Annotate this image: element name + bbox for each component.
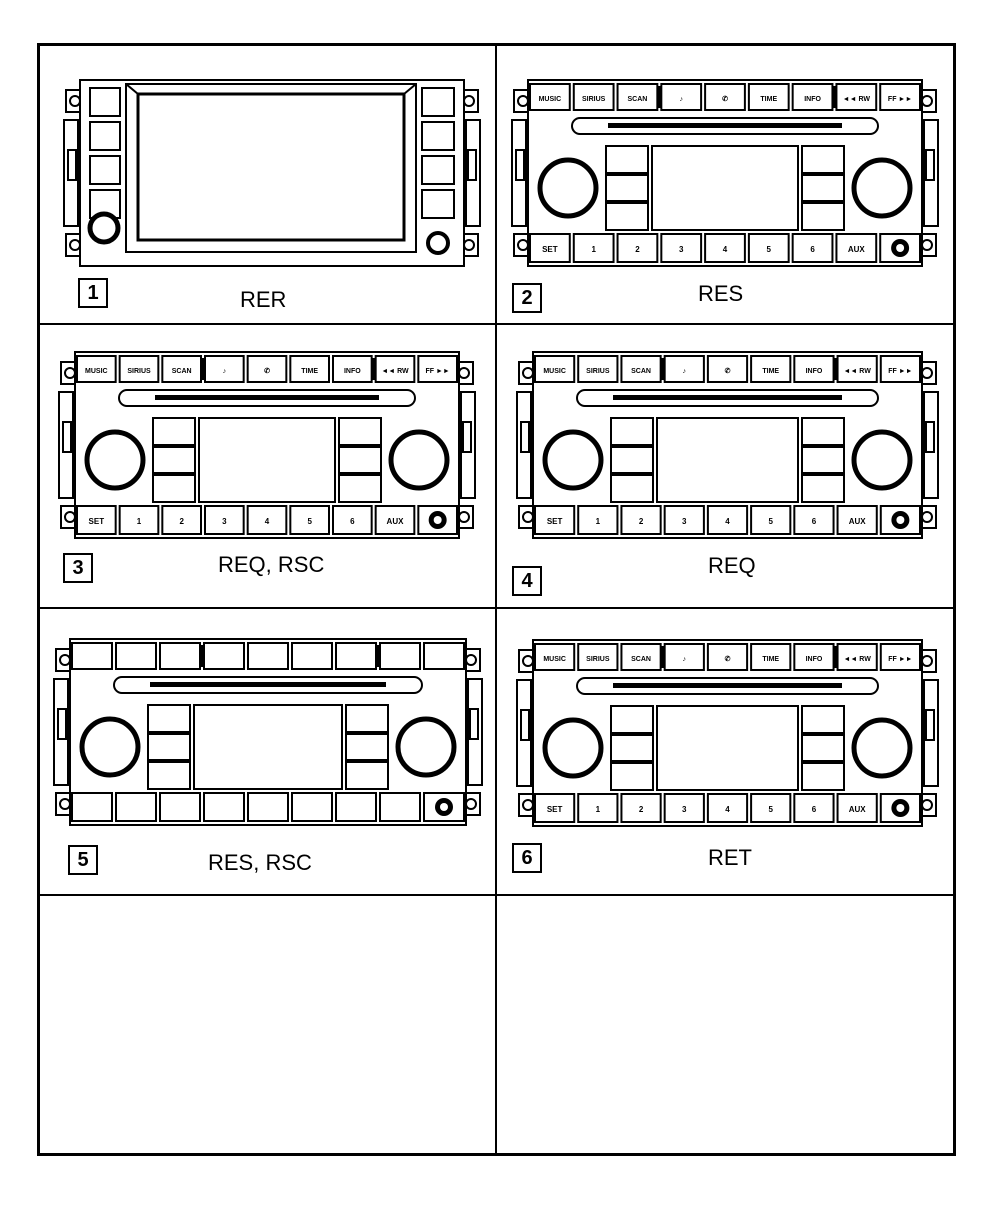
radio-illustration-req <box>515 350 940 540</box>
part-code-label: RER <box>240 287 287 312</box>
button-label: 3 <box>678 245 684 254</box>
preset-button <box>72 793 112 821</box>
button-label: 1 <box>595 517 601 526</box>
button-label: 5 <box>766 245 772 254</box>
button-divider <box>201 358 205 380</box>
grid-divider-row-2 <box>37 607 956 609</box>
button-label: ✆ <box>722 96 728 103</box>
button-label: ♪ <box>682 368 687 375</box>
callout-number: 5 <box>68 845 98 875</box>
button-label: FF ►► <box>888 368 913 375</box>
grid-divider-row-1 <box>37 323 956 325</box>
button-label: FF ►► <box>425 368 450 375</box>
button-label: 2 <box>635 245 640 254</box>
button-label: SIRIUS <box>586 368 610 375</box>
radio-illustration-res <box>510 78 940 268</box>
button-label: MUSIC <box>85 368 108 375</box>
button-label: SIRIUS <box>586 656 610 663</box>
preset-button <box>116 643 156 669</box>
preset-button <box>248 793 288 821</box>
button-label: 6 <box>810 245 815 254</box>
right-button-column <box>339 418 381 502</box>
button-label: ♪ <box>679 96 683 103</box>
preset-button <box>336 643 376 669</box>
display-window <box>657 418 798 502</box>
left-button-column <box>611 706 653 790</box>
right-button-column <box>802 418 844 502</box>
button-label: 1 <box>591 245 596 254</box>
left-button-column <box>148 705 190 789</box>
button-label: SET <box>546 805 563 814</box>
button-label: 1 <box>595 805 601 814</box>
volume-knob <box>545 720 601 776</box>
button-divider <box>834 646 838 668</box>
right-button-column <box>346 705 388 789</box>
right-button-column <box>802 146 844 230</box>
button-label: INFO <box>804 96 821 103</box>
cd-slot-opening <box>150 682 386 687</box>
button-label: ✆ <box>724 656 731 663</box>
callout-number: 3 <box>63 553 93 583</box>
preset-button <box>424 643 464 669</box>
button-label: 4 <box>725 517 730 526</box>
display-window <box>194 705 342 789</box>
volume-knob <box>87 432 143 488</box>
left-button-column <box>611 418 653 502</box>
aux-jack-center <box>896 516 904 524</box>
aux-jack-center <box>896 244 904 252</box>
button-label: SCAN <box>631 368 651 375</box>
button-label: AUX <box>386 517 404 526</box>
button-label: SCAN <box>171 368 192 375</box>
button-label: ◄◄ RW <box>843 368 871 375</box>
cd-slot-opening <box>155 395 379 400</box>
display-window <box>657 706 798 790</box>
button-label: FF ►► <box>888 656 913 663</box>
preset-button <box>292 643 332 669</box>
button-label: MUSIC <box>543 368 566 375</box>
volume-knob <box>540 160 596 216</box>
side-button <box>90 88 120 116</box>
button-label: INFO <box>805 656 823 663</box>
aux-jack-center <box>440 803 448 811</box>
button-label: 3 <box>682 805 687 814</box>
display-window <box>199 418 335 502</box>
side-button <box>90 156 120 184</box>
preset-button <box>336 793 376 821</box>
button-label: MUSIC <box>543 656 566 663</box>
aux-jack-center <box>896 804 904 812</box>
button-label: 6 <box>811 805 817 814</box>
callout-number: 4 <box>512 566 542 596</box>
button-label: FF ►► <box>887 96 913 103</box>
side-button <box>422 122 454 150</box>
button-label: TIME <box>301 368 319 375</box>
callout-number: 1 <box>78 278 108 308</box>
button-label: TIME <box>762 368 780 375</box>
button-label: INFO <box>343 368 361 375</box>
button-label: 4 <box>725 805 730 814</box>
button-label: ♪ <box>682 656 687 663</box>
button-divider <box>372 358 376 380</box>
button-label: ◄◄ RW <box>381 368 409 375</box>
volume-knob <box>545 432 601 488</box>
button-label: SCAN <box>631 656 651 663</box>
button-label: 2 <box>179 517 184 526</box>
part-code-label: RES, RSC <box>208 850 312 875</box>
preset-button <box>248 643 288 669</box>
cd-slot-opening <box>613 395 842 400</box>
button-label: SIRIUS <box>581 96 606 103</box>
button-label: 4 <box>264 517 270 526</box>
tune-knob <box>854 160 910 216</box>
button-label: INFO <box>805 368 823 375</box>
button-divider <box>661 358 665 380</box>
callout-number: 2 <box>512 283 542 313</box>
button-label: 4 <box>722 245 728 254</box>
button-label: SET <box>542 245 558 254</box>
grid-divider-row-3 <box>37 894 956 896</box>
preset-button <box>160 643 200 669</box>
button-label: ✆ <box>724 368 731 375</box>
display-window <box>652 146 798 230</box>
tune-knob <box>854 720 910 776</box>
preset-button <box>292 793 332 821</box>
volume-knob <box>90 214 118 242</box>
part-code-label: RET <box>708 845 752 870</box>
button-label: 5 <box>768 805 773 814</box>
part-code-label: RES <box>698 281 744 306</box>
button-label: 2 <box>638 517 644 526</box>
part-code-label: REQ <box>708 553 756 578</box>
preset-button <box>72 643 112 669</box>
cd-slot-opening <box>613 683 842 688</box>
button-label: ◄◄ RW <box>842 96 871 103</box>
button-divider <box>832 86 836 108</box>
grid-divider-vertical <box>495 43 497 1156</box>
side-button <box>90 122 120 150</box>
button-label: 6 <box>811 517 817 526</box>
side-button <box>422 156 454 184</box>
button-label: MUSIC <box>538 96 562 103</box>
button-label: TIME <box>762 656 780 663</box>
button-label: SET <box>88 517 105 526</box>
button-label: 2 <box>638 805 644 814</box>
button-divider <box>834 358 838 380</box>
usb-port <box>428 233 448 253</box>
button-label: ◄◄ RW <box>843 656 871 663</box>
button-label: SET <box>546 517 563 526</box>
button-label: 3 <box>222 517 227 526</box>
radio-illustration-rer <box>62 78 482 268</box>
aux-jack-center <box>434 516 442 524</box>
right-button-column <box>802 706 844 790</box>
touch-screen <box>138 94 404 240</box>
button-label: AUX <box>847 245 865 254</box>
button-label: SIRIUS <box>127 368 151 375</box>
button-label: 5 <box>307 517 312 526</box>
callout-number: 6 <box>512 843 542 873</box>
button-divider <box>657 86 661 108</box>
button-label: 3 <box>682 517 687 526</box>
preset-button <box>204 793 244 821</box>
button-divider <box>200 645 204 667</box>
left-button-column <box>606 146 648 230</box>
button-label: AUX <box>848 517 866 526</box>
button-label: 6 <box>350 517 355 526</box>
button-label: 1 <box>136 517 142 526</box>
tune-knob <box>391 432 447 488</box>
radio-illustration-res-rsc <box>52 637 484 827</box>
preset-button <box>160 793 200 821</box>
side-button <box>422 190 454 218</box>
button-label: TIME <box>760 96 778 103</box>
button-divider <box>661 646 665 668</box>
cd-slot-opening <box>608 123 842 128</box>
tune-knob <box>854 432 910 488</box>
tune-knob <box>398 719 454 775</box>
side-button <box>422 88 454 116</box>
button-label: ✆ <box>264 368 270 375</box>
radio-illustration-req-rsc <box>57 350 477 540</box>
radio-illustration-ret <box>515 638 940 828</box>
preset-button <box>204 643 244 669</box>
left-button-column <box>153 418 195 502</box>
volume-knob <box>82 719 138 775</box>
button-label: 5 <box>768 517 773 526</box>
preset-button <box>116 793 156 821</box>
preset-button <box>380 793 420 821</box>
button-label: SCAN <box>627 96 648 103</box>
button-label: ♪ <box>222 368 227 375</box>
preset-button <box>380 643 420 669</box>
part-code-label: REQ, RSC <box>218 552 325 577</box>
button-divider <box>376 645 380 667</box>
button-label: AUX <box>848 805 866 814</box>
